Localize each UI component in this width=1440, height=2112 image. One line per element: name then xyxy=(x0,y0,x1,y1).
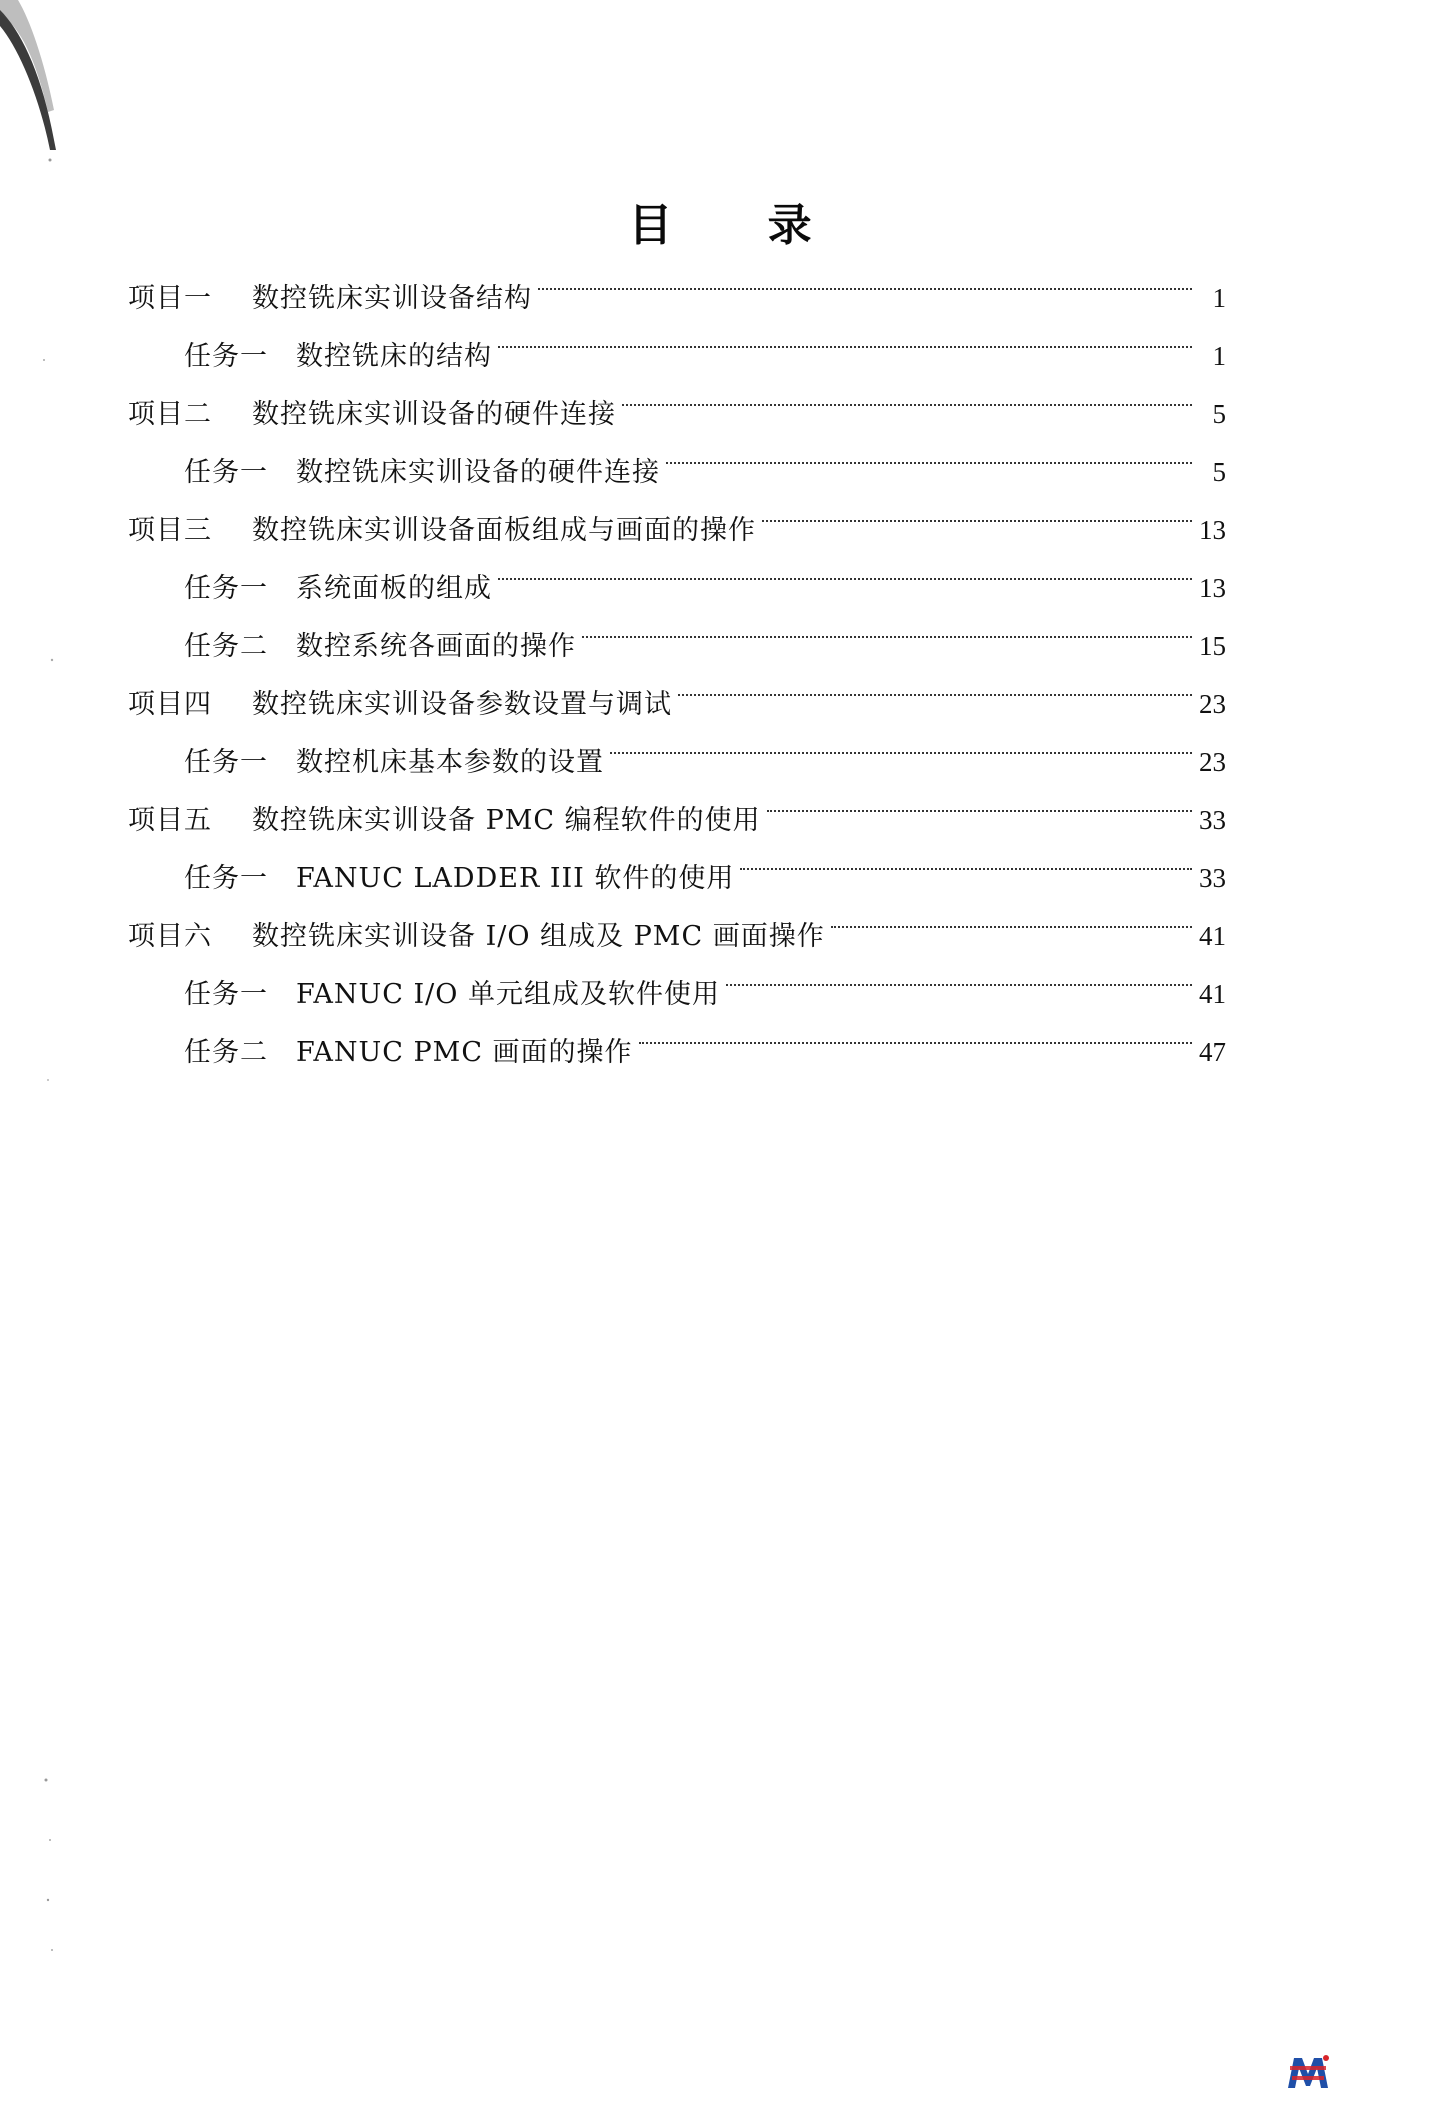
table-of-contents xyxy=(128,249,1226,1068)
toc-entry-number: 任务一 xyxy=(184,341,268,372)
toc-entry-title: FANUC I/O 单元组成及软件使用 xyxy=(296,979,720,1010)
toc-entry-title: 数控铣床实训设备结构 xyxy=(252,283,532,314)
publisher-logo-icon xyxy=(1284,2052,1332,2092)
toc-page-number: 1 xyxy=(1212,341,1226,371)
toc-entry-number: 项目二 xyxy=(128,399,212,430)
scan-speckles xyxy=(30,140,70,2040)
toc-entry-label xyxy=(128,792,761,850)
dot-leader xyxy=(538,249,1192,307)
dot-leader xyxy=(582,597,1192,655)
toc-project-entry[interactable] xyxy=(128,249,1226,314)
toc-entry-title: 数控铣床实训设备 PMC 编程软件的使用 xyxy=(252,805,761,836)
dot-leader xyxy=(678,655,1192,713)
toc-entry-number: 项目一 xyxy=(128,283,212,314)
toc-entry-number: 任务一 xyxy=(184,747,268,778)
toc-entry-title: FANUC LADDER III 软件的使用 xyxy=(296,863,735,894)
dot-leader xyxy=(831,887,1192,945)
toc-entry-label xyxy=(128,908,825,966)
toc-entry-title: 系统面板的组成 xyxy=(296,573,492,604)
toc-page-number: 23 xyxy=(1199,689,1226,719)
dot-leader xyxy=(666,423,1192,481)
toc-entry-label xyxy=(184,618,576,676)
toc-page-number: 15 xyxy=(1199,631,1226,661)
toc-entry-number: 任务一 xyxy=(184,863,268,894)
toc-entry-title: 数控铣床的结构 xyxy=(296,341,492,372)
dot-leader xyxy=(498,539,1192,597)
toc-entry-label xyxy=(184,444,660,502)
toc-page-number: 47 xyxy=(1199,1037,1226,1067)
dot-leader xyxy=(622,365,1192,423)
toc-entry-number: 项目三 xyxy=(128,515,212,546)
toc-entry-title: 数控铣床实训设备参数设置与调试 xyxy=(252,689,672,720)
dot-leader xyxy=(610,713,1192,771)
dot-leader xyxy=(762,481,1192,539)
toc-entry-label xyxy=(184,1024,633,1082)
toc-page-number: 23 xyxy=(1199,747,1226,777)
toc-entry-label xyxy=(184,328,492,386)
toc-entry-title: 数控系统各画面的操作 xyxy=(296,631,576,662)
toc-entry-title: 数控铣床实训设备 I/O 组成及 PMC 画面操作 xyxy=(252,921,825,952)
toc-entry-number: 项目五 xyxy=(128,805,212,836)
toc-entry-label xyxy=(184,850,734,908)
dot-leader xyxy=(639,1003,1192,1061)
toc-page-number: 5 xyxy=(1212,457,1226,487)
dot-leader xyxy=(498,307,1192,365)
toc-entry-title: 数控铣床实训设备的硬件连接 xyxy=(252,399,616,430)
dot-leader xyxy=(767,771,1192,829)
dot-leader xyxy=(726,945,1192,1003)
toc-entry-number: 任务二 xyxy=(184,1037,268,1068)
toc-page-number: 13 xyxy=(1199,515,1226,545)
toc-entry-label xyxy=(128,270,532,328)
toc-page-number: 1 xyxy=(1212,283,1226,313)
toc-entry-number: 任务一 xyxy=(184,573,268,604)
toc-entry-label xyxy=(184,560,492,618)
toc-page-number: 13 xyxy=(1199,573,1226,603)
scan-shadow-artifact xyxy=(0,0,80,160)
toc-entry-number: 任务一 xyxy=(184,979,268,1010)
toc-entry-label xyxy=(184,734,604,792)
toc-page-number: 33 xyxy=(1199,863,1226,893)
toc-entry-number: 项目六 xyxy=(128,921,212,952)
toc-entry-label xyxy=(128,676,672,734)
toc-page-number: 41 xyxy=(1199,979,1226,1009)
toc-entry-title: 数控铣床实训设备面板组成与画面的操作 xyxy=(252,515,756,546)
toc-page-number: 33 xyxy=(1199,805,1226,835)
toc-page-number: 41 xyxy=(1199,921,1226,951)
dot-leader xyxy=(740,829,1192,887)
page-title: 目 录 xyxy=(628,200,852,251)
toc-page-number: 5 xyxy=(1212,399,1226,429)
toc-entry-number: 任务一 xyxy=(184,457,268,488)
toc-entry-number: 项目四 xyxy=(128,689,212,720)
toc-entry-number: 任务二 xyxy=(184,631,268,662)
toc-entry-title: 数控机床基本参数的设置 xyxy=(296,747,604,778)
toc-entry-title: FANUC PMC 画面的操作 xyxy=(296,1037,633,1068)
toc-entry-title: 数控铣床实训设备的硬件连接 xyxy=(296,457,660,488)
toc-entry-label xyxy=(128,386,616,444)
